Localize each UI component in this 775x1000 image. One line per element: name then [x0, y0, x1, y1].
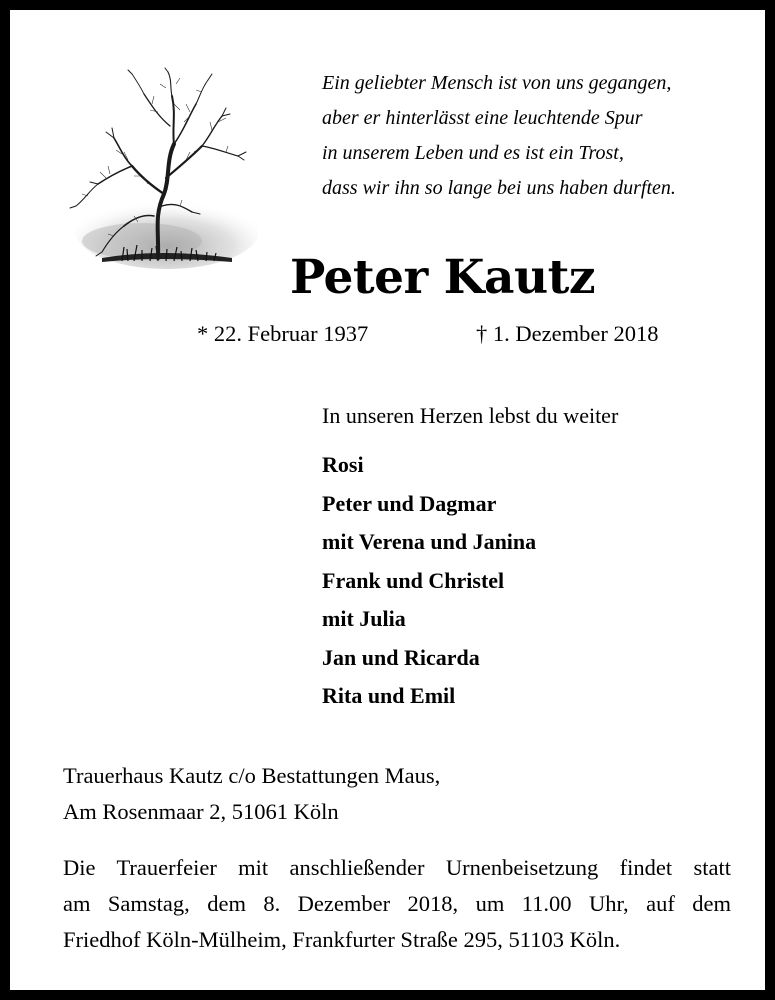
- quote-line: Ein geliebter Mensch ist von uns gegangen,: [322, 72, 672, 94]
- ceremony-line: am Samstag, dem 8. Dezember 2018, um 11.00 Uhr, auf dem: [63, 891, 731, 916]
- mourning-house-address: [63, 758, 440, 830]
- mourner-name: mit Julia: [322, 606, 406, 631]
- mourner-name: mit Verena und Janina: [322, 529, 537, 554]
- memorial-quote: [322, 66, 762, 206]
- ceremony-line: Friedhof Köln-Mülheim, Frankfurter Straße 295, 51103 Köln.: [63, 927, 621, 952]
- deceased-name: Peter Kautz: [289, 250, 596, 305]
- quote-line: aber er hinterlässt eine leuchtende Spur: [322, 107, 643, 129]
- mourner-name: Frank und Christel: [322, 567, 505, 593]
- address-line: Am Rosenmaar 2, 51061 Köln: [63, 799, 339, 824]
- ceremony-line: Die Trauerfeier mit anschließender Urnenbeisetzung findet statt: [63, 855, 731, 880]
- mourner-name: Jan und Ricarda: [322, 644, 480, 670]
- quote-line: dass wir ihn so lange bei uns haben durften.: [322, 177, 676, 199]
- tree-illustration: [62, 66, 258, 280]
- address-line: Trauerhaus Kautz c/o Bestattungen Maus,: [63, 763, 441, 788]
- mourner-name: Rita und Emil: [322, 683, 456, 708]
- mourners-list: [322, 446, 536, 716]
- mourners-intro: In unseren Herzen lebst du weiter: [322, 403, 619, 428]
- mourner-name: Peter und Dagmar: [322, 490, 497, 516]
- mourner-name: Rosi: [322, 452, 364, 477]
- birth-date: * 22. Februar 1937: [197, 321, 369, 346]
- ceremony-details: [63, 850, 731, 958]
- death-date: † 1. Dezember 2018: [476, 321, 659, 346]
- quote-line: in unserem Leben und es ist ein Trost,: [322, 142, 624, 164]
